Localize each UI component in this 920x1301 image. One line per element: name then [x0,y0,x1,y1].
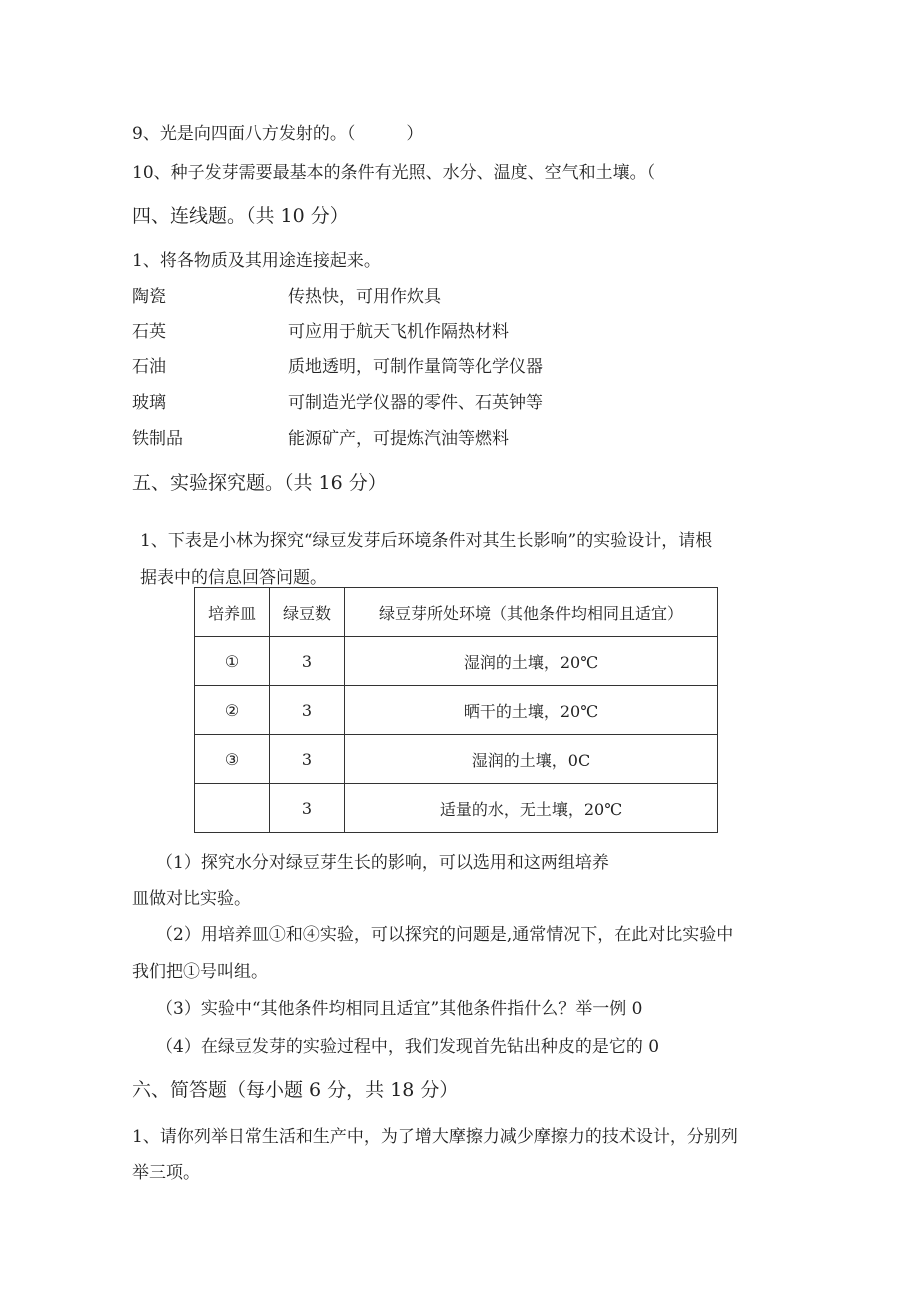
table-cell: 湿润的土壤，20℃ [345,637,718,686]
table-row [195,637,718,686]
sub-question-1-line-2: 皿做对比实验。 [132,889,251,909]
sub-question-2-line-1: （2）用培养皿①和④实验，可以探究的问题是,通常情况下，在此对比实验中 [156,925,734,945]
table-row [195,784,718,833]
matching-left-item: 玻璃 [132,393,166,413]
matching-left-item: 陶瓷 [132,287,166,307]
matching-left-item: 铁制品 [132,429,183,449]
matching-left-item: 石油 [132,357,166,377]
table-cell: 3 [270,637,345,686]
sub-question-3: （3）实验中“其他条件均相同且适宜”其他条件指什么？举一例 0 [156,999,643,1019]
table-row [195,735,718,784]
short-answer-line-1: 1、请你列举日常生活和生产中，为了增大摩擦力减少摩擦力的技术设计，分别列 [132,1127,738,1147]
table-cell: ② [195,686,270,735]
sub-question-1-line-1: （1）探究水分对绿豆芽生长的影响，可以选用和这两组培养 [156,853,609,873]
matching-right-item: 可应用于航天飞机作隔热材料 [288,322,509,342]
table-cell: 3 [270,686,345,735]
table-row [195,686,718,735]
section-6-title: 六、简答题（每小题 6 分，共 18 分） [132,1079,459,1101]
table-header: 绿豆芽所处环境（其他条件均相同且适宜） [345,588,718,637]
matching-question-1: 1、将各物质及其用途连接起来。 [132,251,381,271]
matching-right-item: 传热快，可用作炊具 [288,287,441,307]
table-cell: 3 [270,735,345,784]
experiment-question-line-2: 据表中的信息回答问题。 [140,568,327,588]
matching-left-item: 石英 [132,322,166,342]
table-cell: ① [195,637,270,686]
table-header: 绿豆数 [270,588,345,637]
table-cell: 晒干的土壤，20℃ [345,686,718,735]
question-10: 10、种子发芽需要最基本的条件有光照、水分、温度、空气和土壤。（ [132,163,656,183]
question-9: 9、光是向四面八方发射的。（ ） [132,124,424,144]
matching-right-item: 能源矿产，可提炼汽油等燃料 [288,429,509,449]
table-header-row [195,588,718,637]
matching-right-item: 质地透明，可制作量筒等化学仪器 [288,357,543,377]
section-4-title: 四、连线题。（共 10 分） [132,205,349,227]
table-header: 培养皿 [195,588,270,637]
sub-question-2-line-2: 我们把①号叫组。 [132,962,268,982]
table-cell [195,784,270,833]
table-cell: 湿润的土壤，0C [345,735,718,784]
section-5-title: 五、实验探究题。（共 16 分） [132,472,387,494]
table-cell: 3 [270,784,345,833]
table-cell: 适量的水，无土壤，20℃ [345,784,718,833]
experiment-question-line-1: 1、下表是小林为探究“绿豆发芽后环境条件对其生长影响”的实验设计，请根 [140,531,713,551]
table-cell: ③ [195,735,270,784]
sub-question-4: （4）在绿豆发芽的实验过程中，我们发现首先钻出种皮的是它的 0 [156,1037,660,1057]
matching-right-item: 可制造光学仪器的零件、石英钟等 [288,393,543,413]
short-answer-line-2: 举三项。 [132,1163,200,1183]
experiment-table [194,587,718,833]
